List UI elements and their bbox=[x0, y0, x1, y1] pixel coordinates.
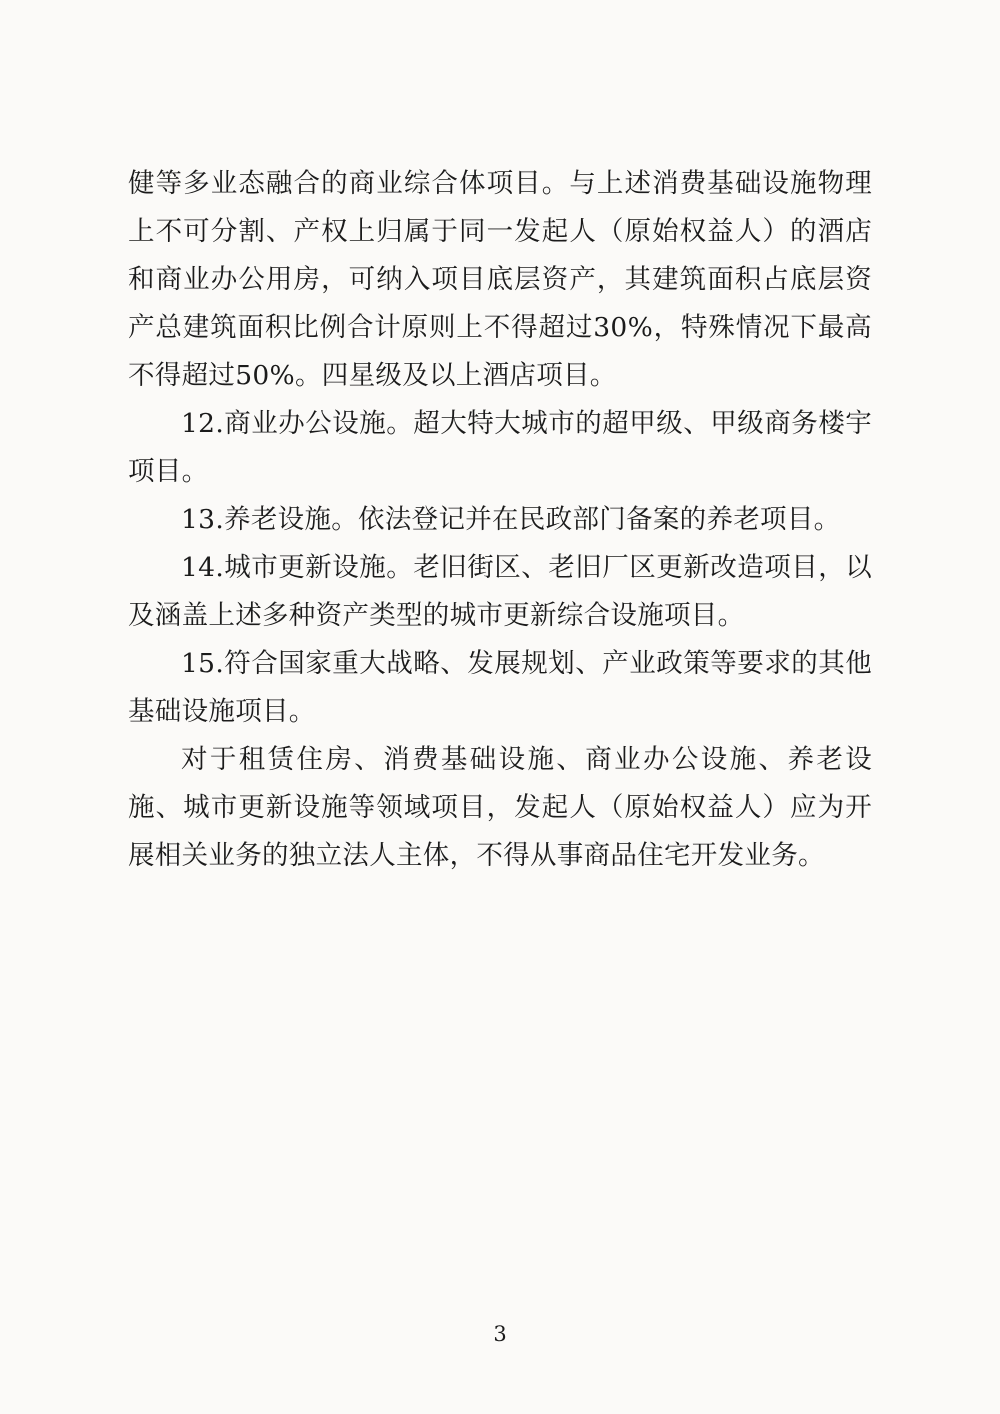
paragraph: 对于租赁住房、消费基础设施、商业办公设施、养老设施、城市更新设施等领域项目，发起人（原始权益人）应为开展相关业务的独立法人主体，不得从事商品住宅开发业务。 bbox=[128, 744, 872, 871]
paragraph: 13.养老设施。依法登记并在民政部门备案的养老项目。 bbox=[181, 504, 841, 535]
paragraph: 12.商业办公设施。超大特大城市的超甲级、甲级商务楼宇项目。 bbox=[128, 408, 872, 487]
paragraph: 健等多业态融合的商业综合体项目。与上述消费基础设施物理上不可分割、产权上归属于同一发起人（原始权益人）的酒店和商业办公用房，可纳入项目底层资产，其建筑面积占底层资产总建筑面积比例合计原则上不得超过30%，特殊情况下最高不得超过50%。四星级及以上酒店项目。 bbox=[128, 168, 872, 391]
paragraph: 15.符合国家重大战略、发展规划、产业政策等要求的其他基础设施项目。 bbox=[128, 648, 872, 727]
page-number: 3 bbox=[493, 1322, 507, 1346]
paragraph: 14.城市更新设施。老旧街区、老旧厂区更新改造项目，以及涵盖上述多种资产类型的城市更新综合设施项目。 bbox=[128, 552, 872, 631]
document-body bbox=[128, 160, 872, 880]
